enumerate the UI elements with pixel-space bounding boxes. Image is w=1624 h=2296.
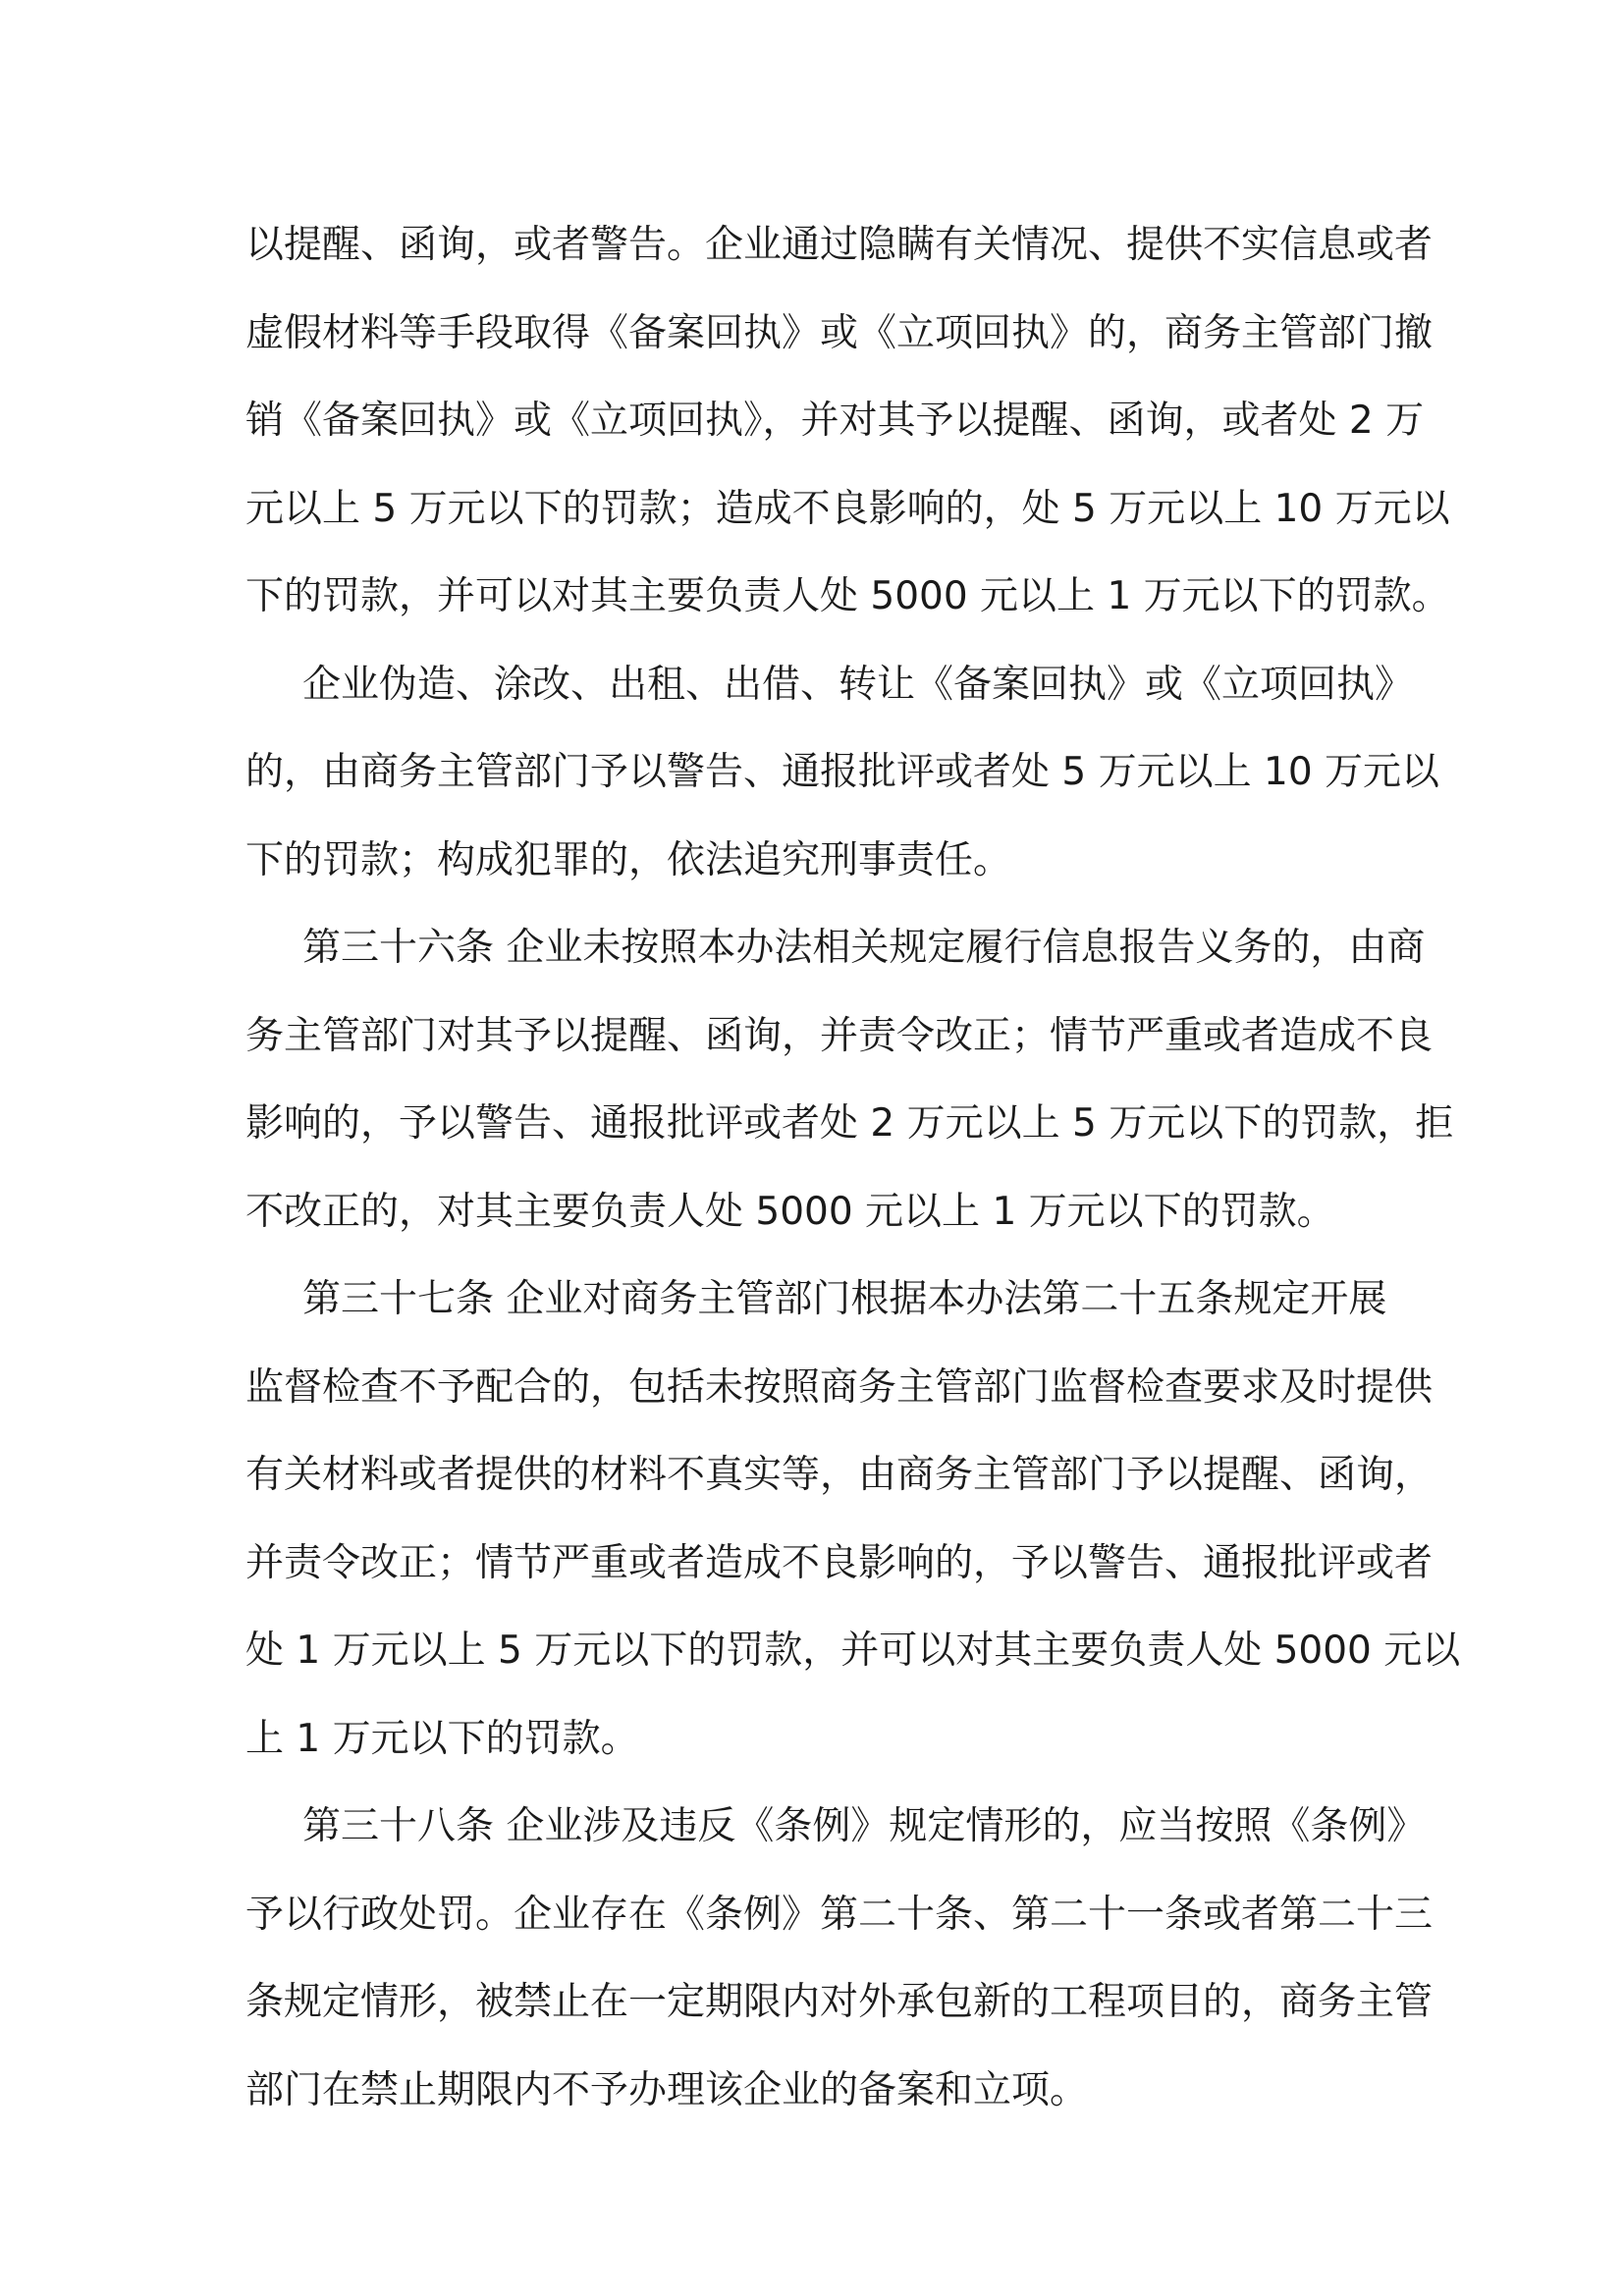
document-page (245, 201, 1461, 2134)
text-line: 部门在禁止期限内不予办理该企业的备案和立项。 (245, 2067, 1089, 2112)
paragraph-penalty-false-materials (245, 201, 1450, 641)
text-line: 不改正的，对其主要负责人处 5000 元以上 1 万元以下的罚款。 (245, 1189, 1335, 1234)
text-line: 条规定情形，被禁止在一定期限内对外承包新的工程项目的，商务主管 (245, 1980, 1434, 2024)
text-line: 下的罚款；构成犯罪的，依法追究刑事责任。 (245, 837, 1012, 882)
text-line: 务主管部门对其予以提醒、函询，并责令改正；情节严重或者造成不良 (245, 1013, 1434, 1058)
text-line: 企业伪造、涂改、出租、出借、转让《备案回执》或《立项回执》 (302, 662, 1414, 707)
text-line: 下的罚款，并可以对其主要负责人处 5000 元以上 1 万元以下的罚款。 (245, 574, 1450, 618)
paragraph-article-38 (245, 1783, 1434, 2134)
text-line: 监督检查不予配合的，包括未按照商务主管部门监督检查要求及时提供 (245, 1364, 1434, 1410)
text-line: 第三十六条 企业未按照本办法相关规定履行信息报告义务的，由商 (302, 926, 1426, 970)
text-line: 元以上 5 万元以下的罚款；造成不良影响的，处 5 万元以上 10 万元以 (245, 486, 1450, 531)
text-line: 影响的，予以警告、通报批评或者处 2 万元以上 5 万元以下的罚款，拒 (245, 1101, 1454, 1146)
text-line: 第三十八条 企业涉及违反《条例》规定情形的，应当按照《条例》 (302, 1804, 1426, 1848)
text-line: 虚假材料等手段取得《备案回执》或《立项回执》的，商务主管部门撤 (245, 310, 1434, 355)
text-line: 以提醒、函询，或者警告。企业通过隐瞒有关情况、提供不实信息或者 (245, 223, 1434, 267)
text-line: 有关材料或者提供的材料不真实等，由商务主管部门予以提醒、函询， (245, 1453, 1434, 1497)
paragraph-article-37 (245, 1255, 1461, 1783)
text-line: 予以行政处罚。企业存在《条例》第二十条、第二十一条或者第二十三 (245, 1892, 1434, 1937)
text-line: 第三十七条 企业对商务主管部门根据本办法第二十五条规定开展 (302, 1277, 1387, 1321)
text-line: 的，由商务主管部门予以警告、通报批评或者处 5 万元以上 10 万元以 (245, 750, 1440, 794)
text-line: 销《备案回执》或《立项回执》，并对其予以提醒、函询，或者处 2 万 (245, 399, 1425, 443)
text-line: 处 1 万元以上 5 万元以下的罚款，并可以对其主要负责人处 5000 元以 (245, 1629, 1461, 1673)
paragraph-forgery-penalty (245, 641, 1440, 905)
paragraph-article-36 (245, 904, 1454, 1255)
text-line: 上 1 万元以下的罚款。 (245, 1716, 639, 1761)
text-line: 并责令改正；情节严重或者造成不良影响的，予以警告、通报批评或者 (245, 1540, 1434, 1585)
